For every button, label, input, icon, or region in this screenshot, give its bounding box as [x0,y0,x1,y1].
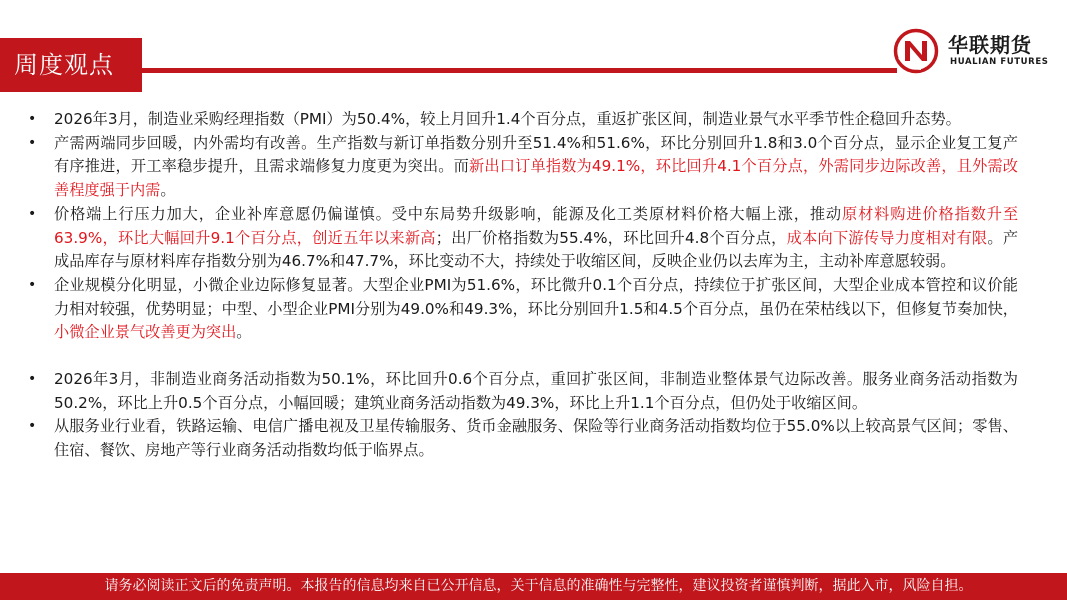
body-text: 企业规模分化明显，小微企业边际修复显著。大型企业PMI为51.6%，环比微升0.1个百分点，持续位于扩张区间，大型企业成本管控和议价能力相对较强，优势明显；中型、小型企业PMI分别为49.0%和49.3%，环比分别回升1.5和4.5个百分点，虽仍在荣枯线以下，但修复节奏加快， [54,275,1018,318]
disclaimer-text: 请务必阅读正文后的免责声明。本报告的信息均来自已公开信息，关于信息的准确性与完整性，建议投资者谨慎判断，据此入市，风险自担。 [104,578,973,594]
header [0,0,1067,100]
logo-name: 华联期货 [948,33,1032,57]
highlight-text: 新出口订单指数为49.1%，环比回升4.1个百分点，外需同步边际改善，且外需改善程度强于内需 [54,157,1018,200]
bullet-item [28,132,1018,203]
page-title: 周度观点 [0,38,142,92]
body-text: 价格端上行压力加大，企业补库意愿仍偏谨慎。受中东局势升级影响，能源及化工类原材料价格大幅上涨，推动 [54,204,842,223]
disclaimer-footer [0,573,1067,600]
body-text: 从服务业行业看，铁路运输、电信广播电视及卫星传输服务、货币金融服务、保险等行业商务活动指数均位于55.0%以上较高景气区间；零售、住宿、餐饮、房地产等行业商务活动指数均低于临界点。 [54,417,1018,460]
title-divider [142,68,897,73]
body-text: ；出厂价格指数为55.4%，环比回升4.8个百分点， [435,228,787,247]
manufacturing-section [28,108,1018,345]
section-gap [28,345,1018,368]
body-text: 。产成品库存与原材料库存指数分别为46.7%和47.7%，环比变动不大，持续处于收缩区间，反映企业仍以去库为主，主动补库意愿较弱。 [54,228,1019,271]
company-logo [893,26,1053,76]
bullet-item [28,203,1018,274]
body-text: 2026年3月，非制造业商务活动指数为50.1%，环比回升0.6个百分点，重回扩张区间，非制造业整体景气边际改善。服务业商务活动指数为50.2%，环比上升0.5个百分点，小幅回暖；建筑业商务活动指数为49.3%，环比上升1.1个百分点，但仍处于收缩区间。 [54,370,1018,412]
content-body [28,108,1018,463]
bullet-item [28,108,1018,132]
bullet-item [28,415,1018,462]
bullet-item [28,368,1018,415]
body-text: 2026年3月，制造业采购经理指数（PMI）为50.4%，较上月回升1.4个百分点，重返扩张区间，制造业景气水平季节性企稳回升态势。 [54,110,961,128]
bullet-item [28,274,1018,345]
highlight-text: 成本向下游传导力度相对有限 [786,228,988,247]
body-text: 。 [236,323,252,342]
highlight-text: 小微企业景气改善更为突出 [54,323,237,342]
body-text: 。 [160,181,176,200]
non-manufacturing-section [28,368,1018,463]
hualian-n-logo-icon [893,28,939,74]
highlight-text: 原材料购进价格指数升至63.9%，环比大幅回升9.1个百分点，创近五年以来新高 [54,204,1019,247]
logo-subtitle: HUALIAN FUTURES [950,57,1049,67]
body-text: 产需两端同步回暖，内外需均有改善。生产指数与新订单指数分别升至51.4%和51.6%，环比分别回升1.8和3.0个百分点，显示企业复工复产有序推进，开工率稳步提升，且需求端修复力度更为突出。而 [54,133,1018,176]
